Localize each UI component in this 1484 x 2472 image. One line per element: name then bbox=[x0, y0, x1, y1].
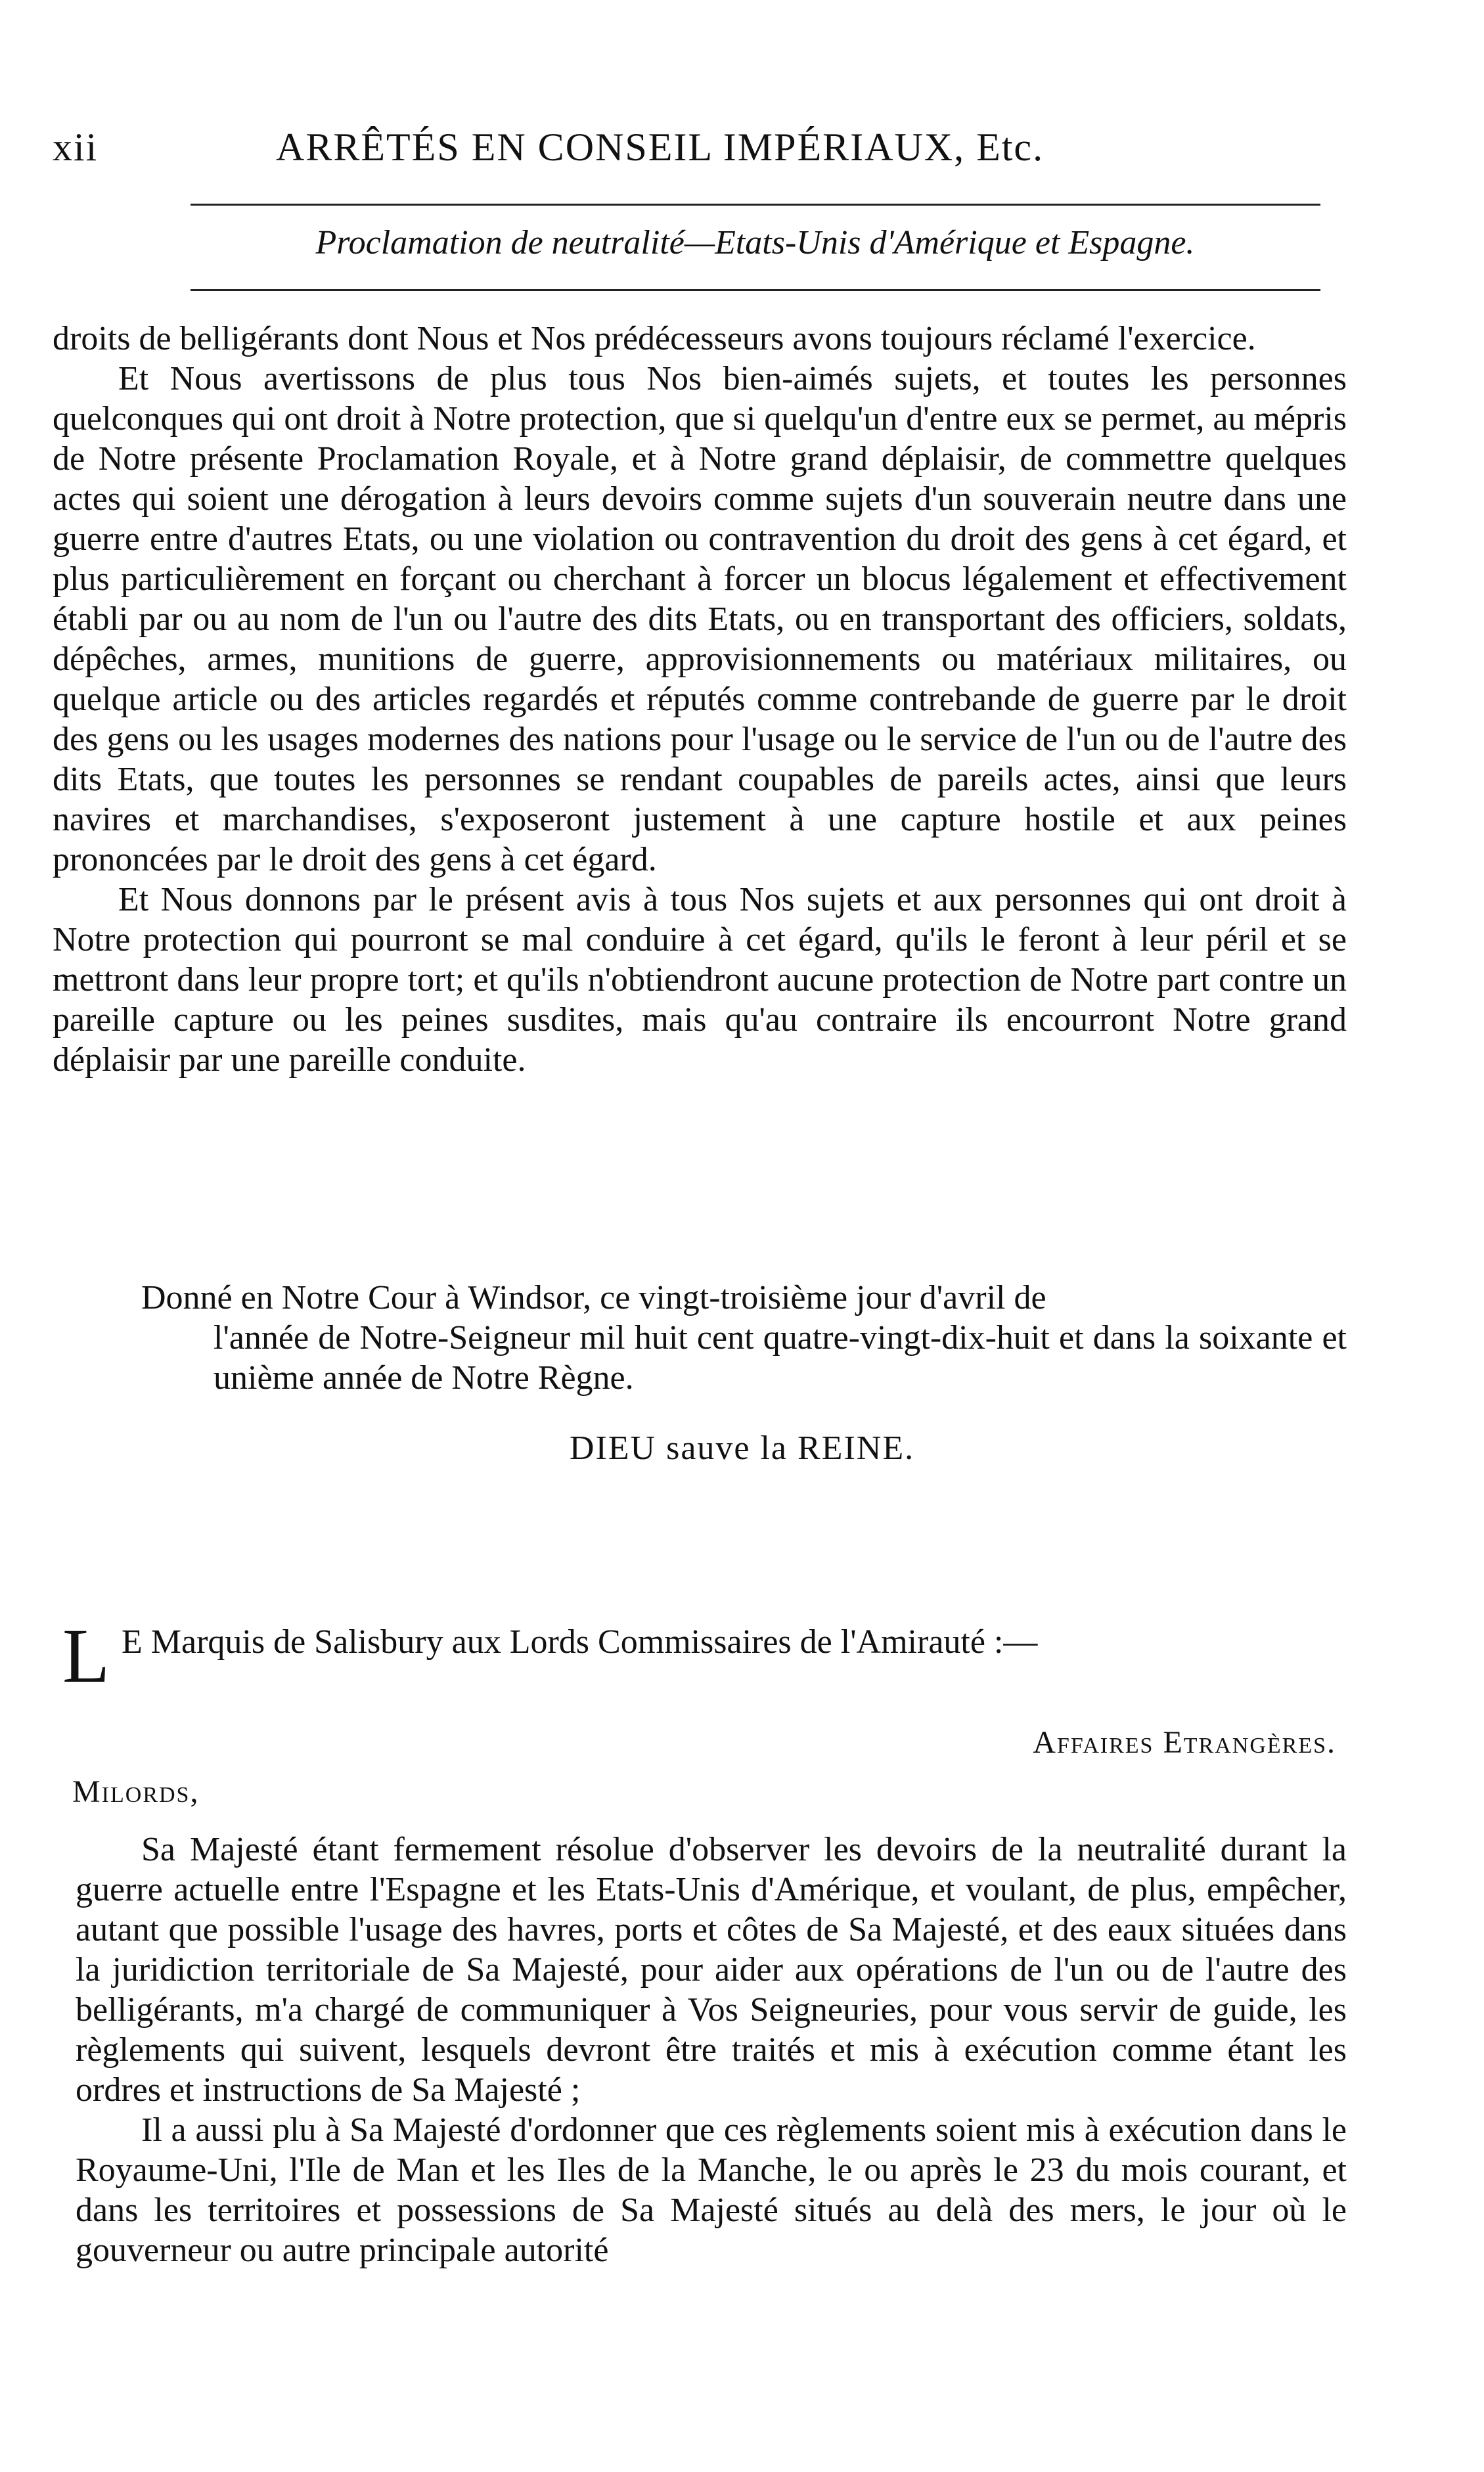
page-number: xii bbox=[53, 125, 99, 169]
proclamation-body bbox=[53, 319, 1347, 1080]
page-header bbox=[53, 125, 1339, 177]
given-at-continuation: l'année de Notre-Seigneur mil huit cent quatre-vingt-dix-huit et dans la soixante et unième année de Notre Règne. bbox=[214, 1319, 1347, 1397]
proclamation-paragraph: Et Nous donnons par le présent avis à tous Nos sujets et aux personnes qui ont droit à Notre protection qui pourront se mal conduire à cet égard, qu'ils le feront à leur péril et se mettront dans leur propre tort; et qu'ils n'obtiendront aucune protection de Notre part contre un pareille capture ou les peines susdites, mais qu'au contraire ils encourront Notre grand déplaisir par une pareille conduite. bbox=[53, 881, 1347, 1079]
given-at-clause bbox=[141, 1278, 1347, 1398]
letter-heading-text: E Marquis de Salisbury aux Lords Commissaires de l'Amirauté :— bbox=[122, 1623, 1038, 1661]
letter-body bbox=[76, 1830, 1347, 2270]
given-at-first-line: Donné en Notre Cour à Windsor, ce vingt-troisième jour d'avril de bbox=[141, 1279, 1046, 1316]
letter-paragraph: Il a aussi plu à Sa Majesté d'ordonner que ces règlements soient mis à exécution dans le Royaume-Uni, l'Ile de Man et les Iles de la Manche, le ou après le 23 du mois courant, et dans les territoires et possessions de Sa Majesté situés au delà des mers, le jour où le gouverneur ou autre principale autorité bbox=[76, 2111, 1347, 2269]
closing-formula: DIEU sauve la REINE. bbox=[569, 1429, 915, 1467]
proclamation-paragraph: Et Nous avertissons de plus tous Nos bien-aimés sujets, et toutes les personnes quelconques qui ont droit à Notre protection, que si quelqu'un d'entre eux se permet, au mépris de Notre présente Proclamation Royale, et à Notre grand déplaisir, de commettre quelques actes qui soient une dérogation à leurs devoirs comme sujets d'un souverain neutre dans une guerre entre d'autres Etats, ou une violation ou contravention du droit des gens à cet égard, et plus particulièrement en forçant ou cherchant à forcer un blocus légalement et effectivement établi par ou au nom de l'un ou l'autre des dits Etats, ou en transportant des officiers, soldats, dépêches, armes, munitions de guerre, approvisionnements ou matériaux militaires, ou quelque article ou des articles regardés et réputés comme contrebande de guerre par le droit des gens ou les usages modernes des nations pour l'usage ou le service de l'un ou de l'autre des dits Etats, que toutes les personnes se rendant coupables de pareils actes, ainsi que leurs navires et marchandises, s'exposeront justement à une capture hostile et aux peines prononcées par le droit des gens à cet égard. bbox=[53, 360, 1347, 878]
section-subheading: Proclamation de neutralité—Etats-Unis d'Amérique et Espagne. bbox=[315, 224, 1195, 261]
ministry-line: Affaires Etrangères. bbox=[1033, 1725, 1336, 1760]
running-title: ARRÊTÉS EN CONSEIL IMPÉRIAUX, Etc. bbox=[276, 125, 1045, 169]
letter-paragraph: Sa Majesté étant fermement résolue d'observer les devoirs de la neutralité durant la guerre actuelle entre l'Espagne et les Etats-Unis d'Amérique, et voulant, de plus, empêcher, autant que possible l'usage des havres, ports et côtes de Sa Majesté, et des eaux situées dans la juridiction territoriale de Sa Majesté, pour aider aux opérations de l'un ou de l'autre des belligérants, m'a chargé de communiquer à Vos Seigneuries, pour vous servir de guide, les règlements qui suivent, lesquels devront être traités et mis à exécution comme étant les ordres et instructions de Sa Majesté ; bbox=[76, 1831, 1347, 2109]
header-rule-top bbox=[191, 204, 1320, 206]
letter-heading bbox=[62, 1613, 1320, 1699]
salutation: Milords, bbox=[72, 1774, 200, 1809]
proclamation-paragraph: droits de belligérants dont Nous et Nos prédécesseurs avons toujours réclamé l'exercice. bbox=[53, 320, 1256, 357]
drop-cap: L bbox=[62, 1613, 110, 1699]
header-rule-bottom bbox=[191, 289, 1320, 291]
